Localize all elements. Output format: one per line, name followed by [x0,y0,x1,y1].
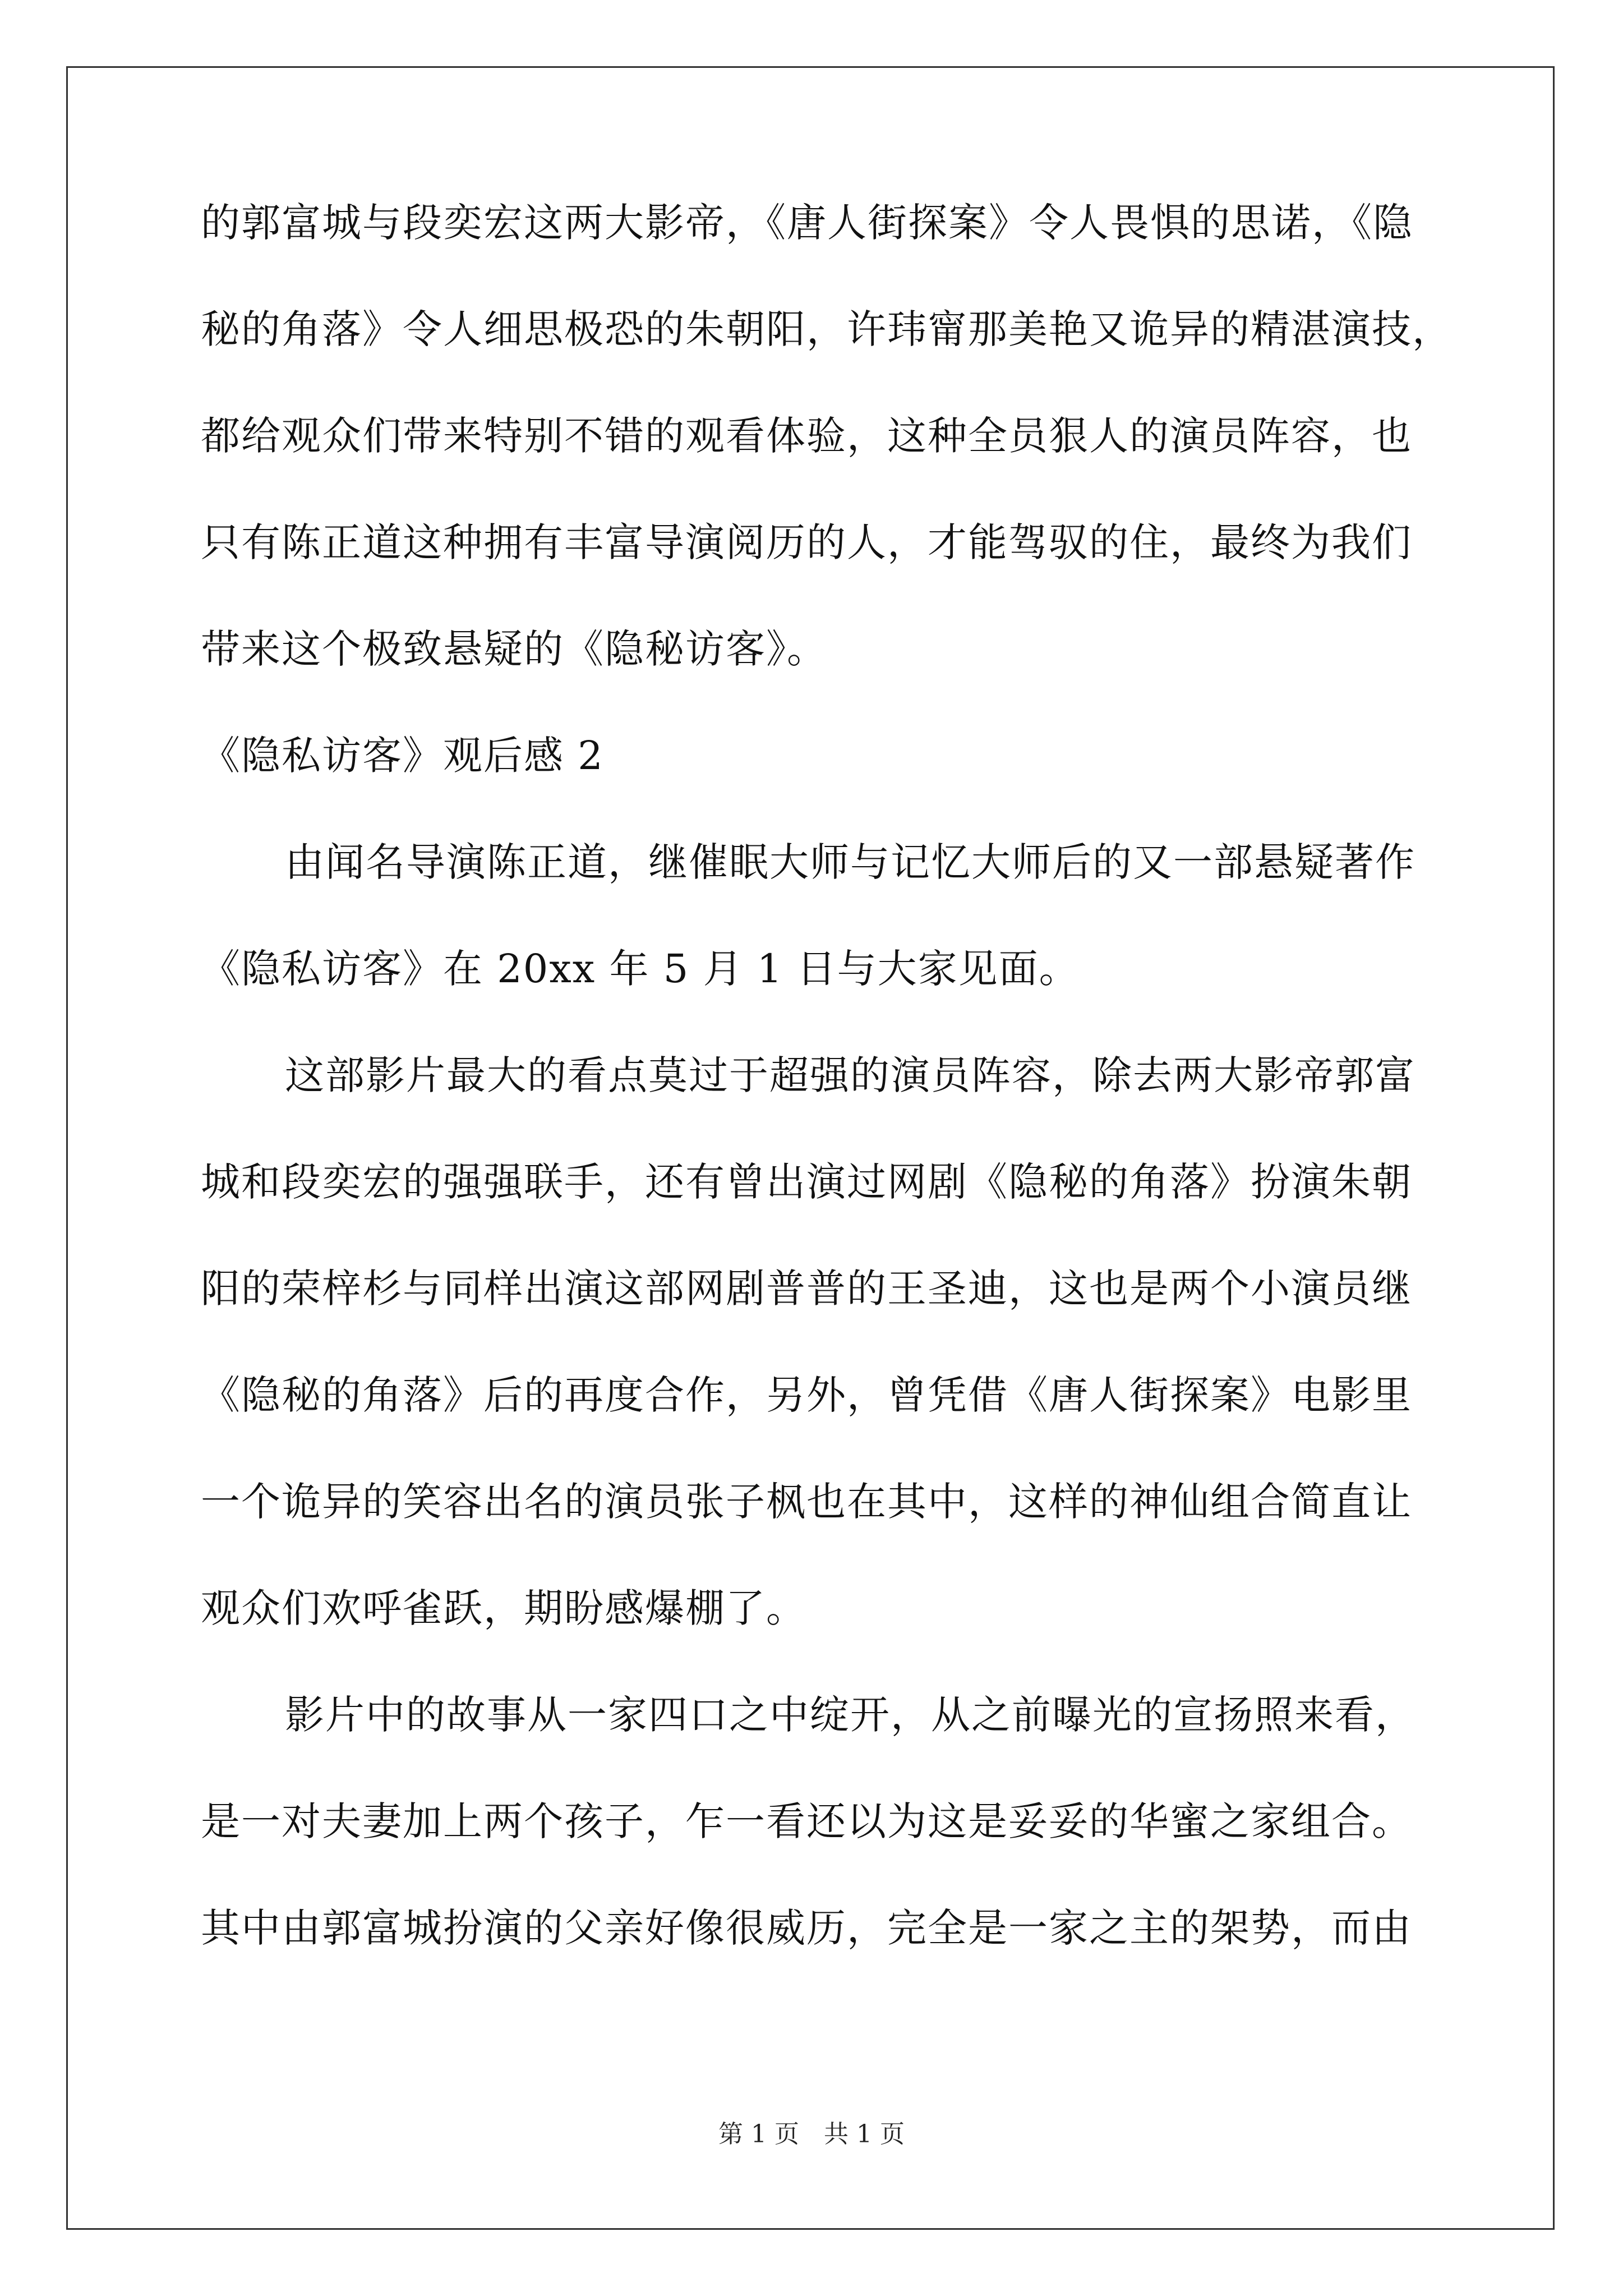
text-line-1: 的郭富城与段奕宏这两大影帝，《唐人街探案》令人畏惧的思诺，《隐 [201,200,1413,246]
text-line-9: 这部影片最大的看点莫过于超强的演员阵容，除去两大影帝郭富 [285,1052,1415,1098]
page-footer: 第 1 页 共 1 页 [718,2120,905,2148]
text-line-15: 影片中的故事从一家四口之中绽开，从之前曝光的宣扬照来看， [285,1692,1415,1738]
text-line-11: 阳的荣梓杉与同样出演这部网剧普普的王圣迪，这也是两个小演员继 [201,1266,1412,1312]
text-line-14: 观众们欢呼雀跃，期盼感爆棚了。 [201,1585,806,1631]
text-line-2: 秘的角落》令人细思极恐的朱朝阳，许玮甯那美艳又诡异的精湛演技， [201,306,1453,352]
text-line-16: 是一对夫妻加上两个孩子，乍一看还以为这是妥妥的华蜜之家组合。 [201,1798,1412,1844]
text-line-8: 《隐私访客》在 20xx 年 5 月 1 日与大家见面。 [201,946,1080,992]
text-line-13: 一个诡异的笑容出名的演员张子枫也在其中，这样的神仙组合简直让 [201,1479,1412,1525]
text-line-4: 只有陈正道这种拥有丰富导演阅历的人，才能驾驭的住，最终为我们 [201,519,1412,565]
document-body [201,200,1453,2014]
section-heading: 《隐私访客》观后感 2 [201,733,604,779]
text-line-5: 带来这个极致悬疑的《隐秘访客》。 [201,626,827,672]
text-line-12: 《隐秘的角落》后的再度合作，另外，曾凭借《唐人街探案》电影里 [201,1372,1412,1418]
text-line-7: 由闻名导演陈正道，继催眠大师与记忆大师后的又一部悬疑著作 [285,839,1415,885]
text-line-17: 其中由郭富城扮演的父亲好像很威历，完全是一家之主的架势，而由 [201,1905,1412,1951]
text-line-3: 都给观众们带来特别不错的观看体验，这种全员狠人的演员阵容，也 [201,413,1412,459]
text-line-10: 城和段奕宏的强强联手，还有曾出演过网剧《隐秘的角落》扮演朱朝 [201,1159,1412,1205]
